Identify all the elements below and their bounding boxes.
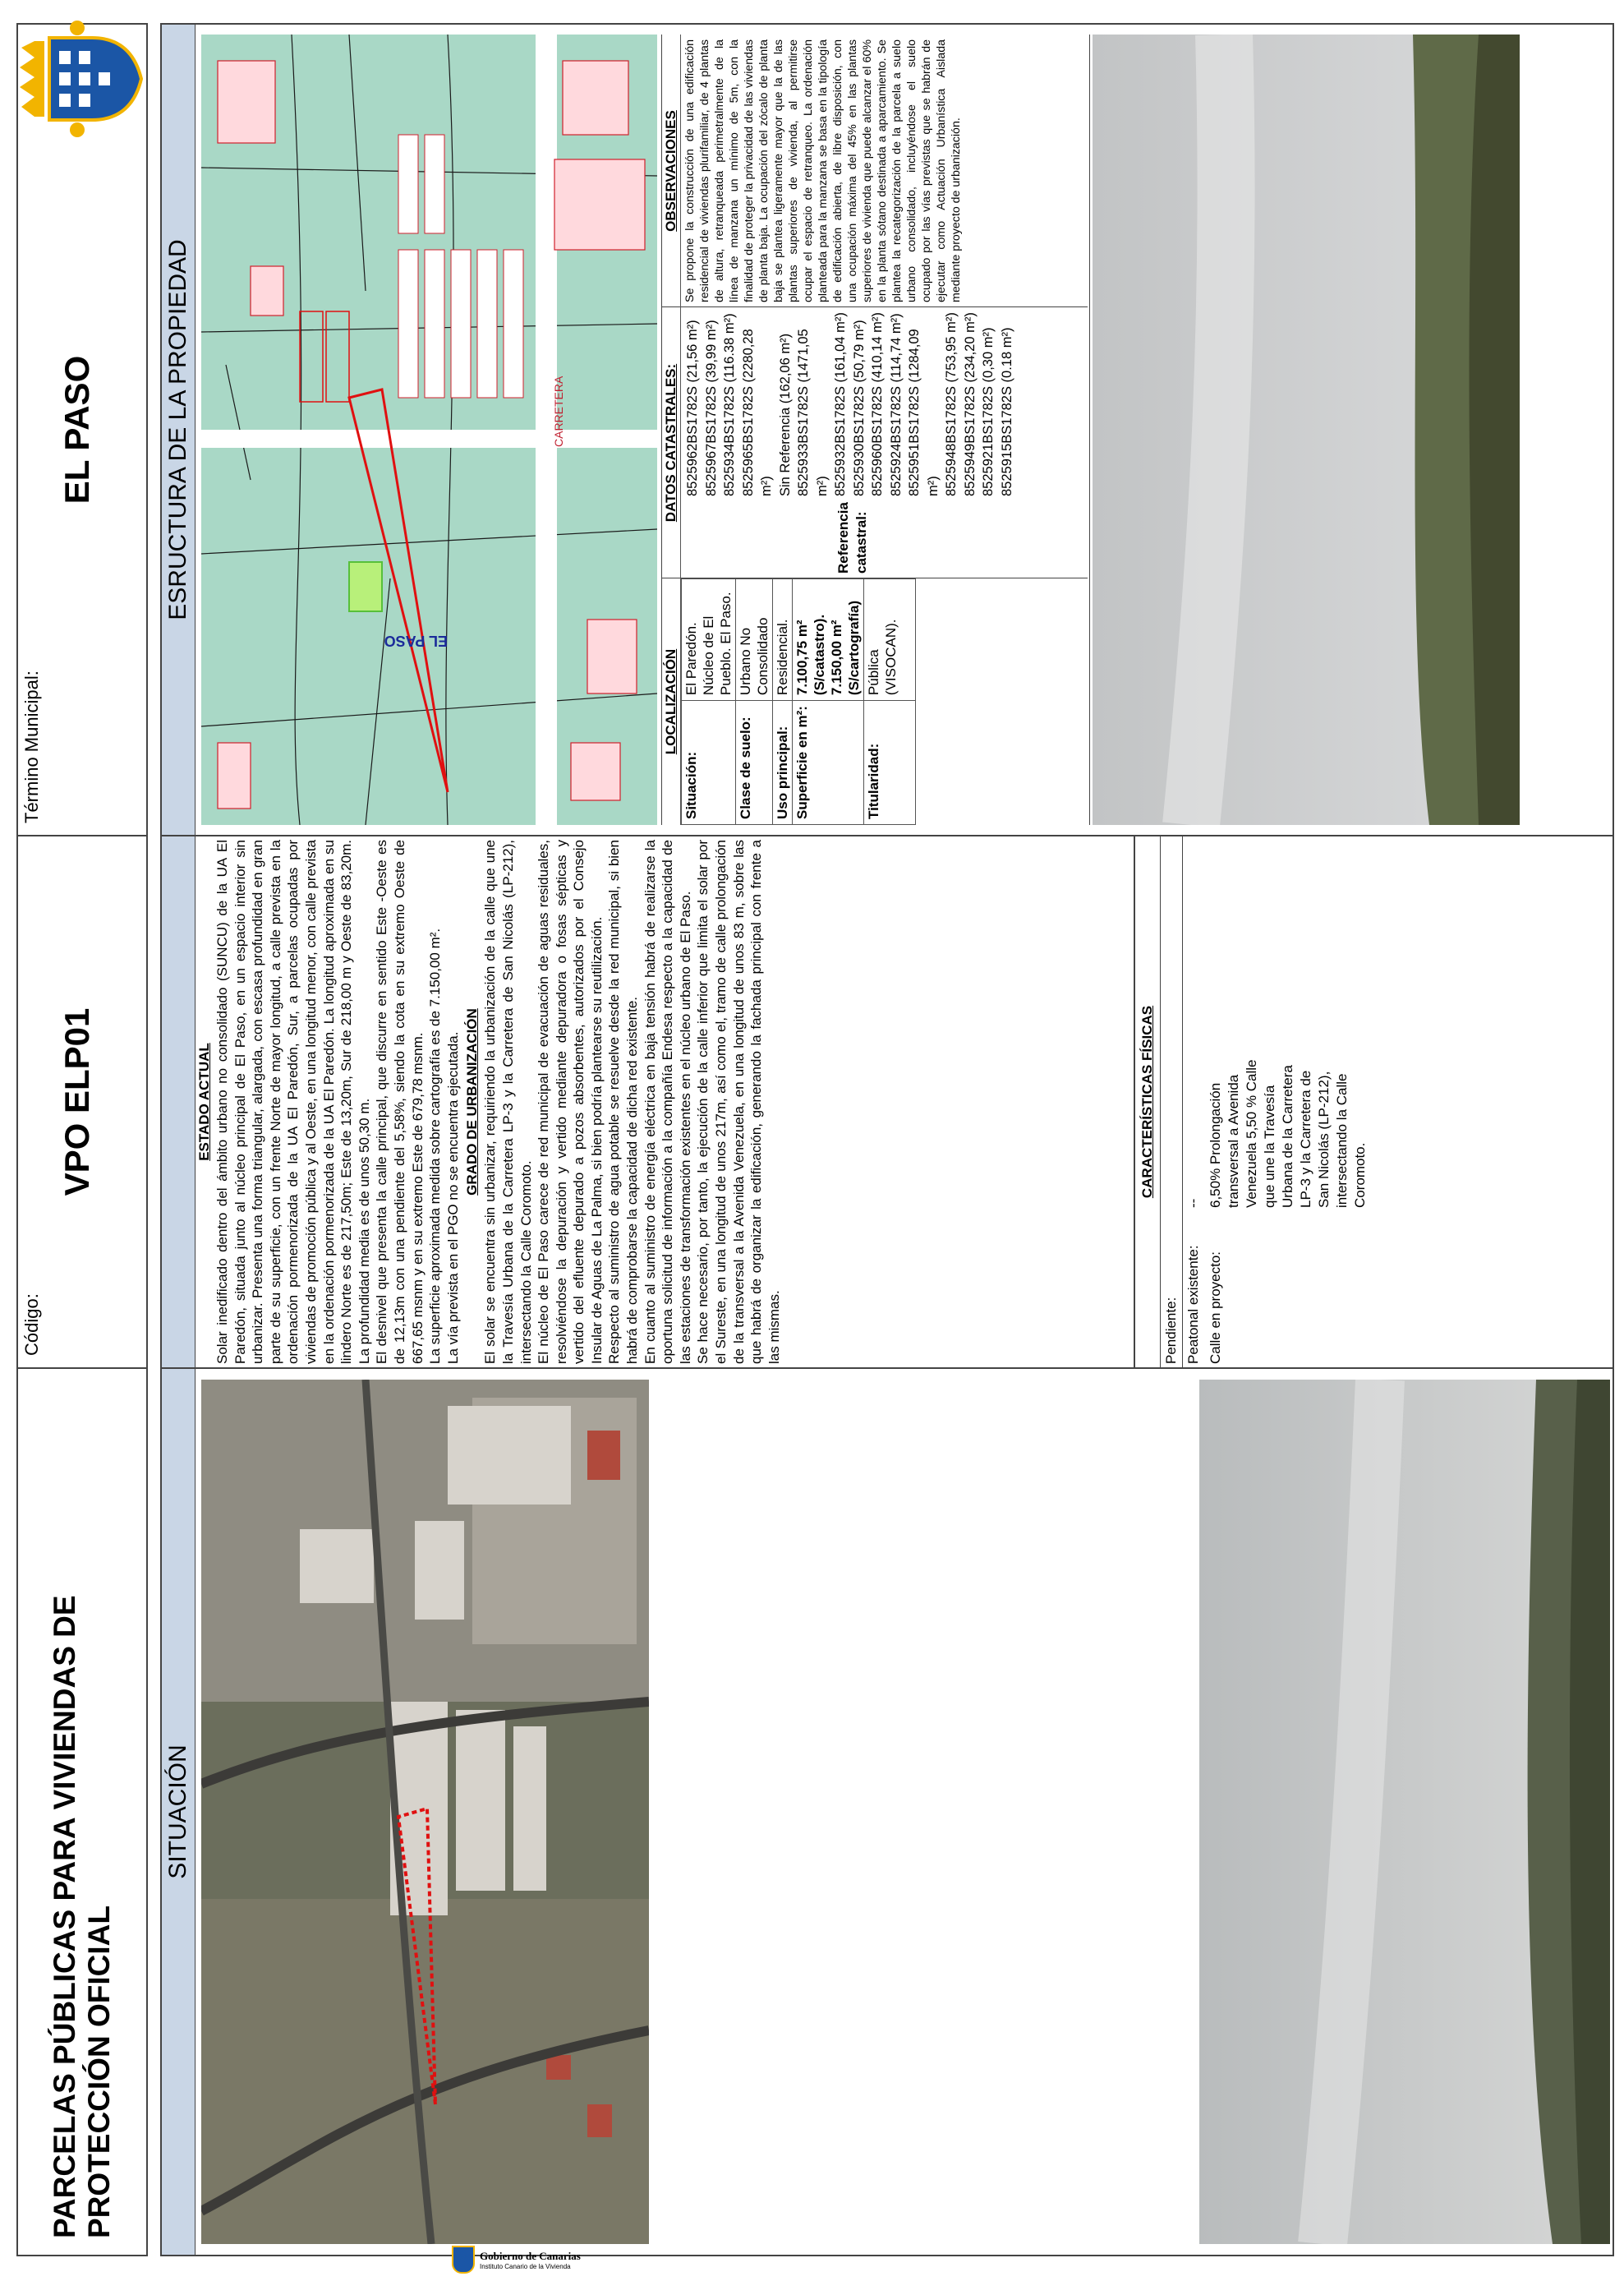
calle-value: 6,50% Prolongación transversal a Avenida Venezuela 5,50 % Calle que une la Travesía Urbana de la Carretera LP-3 y la Carretera de San Nicolás (LP-212), intersectando la Calle Coromoto. (1208, 1059, 1368, 1208)
catastro-ref: 8525915BS1782S (0.18 m²) (999, 327, 1014, 496)
catastro-col (662, 306, 1088, 578)
catastro-ref: 8525933BS1782S (1471,05 m²) (796, 329, 830, 496)
observaciones-text: Se propone la construcción de una edificación residencial de viviendas plurifamiliar, de 4 plantas de altura, retranqueada perimetralmente de la línea de manzana un mínimo de 5m, con la finalidad de proteger la privacidad de las viviendas de planta baja. La ocupación del zócalo de planta baja se plantea ligeramente mayor que la de las plantas superiores de vivienda, al permitirse ocupar el espacio de retranqueo. La ordenación planteada para la manzana se basa en la tipología de edificación abierta, de libre disposición, con una ocupación máxima del 45% en las plantas superiores de vivienda que puede alcanzar el 60% en la planta sótano destinada a aparcamiento. Se plantea la recategorización de la parcela a suelo urbano consolidado, incluyéndose el suelo ocupado por las vías previstas que se habrán de ejecutar como Actuación Urbanística Aislada mediante proyecto de urbanización. (683, 39, 963, 302)
titularidad-label: Titularidad: (864, 701, 916, 825)
peatonal-row (1183, 835, 1204, 1369)
superficie-label: Superficie en m²: (793, 701, 864, 825)
superficie-value-2: 7.150,00 m² (S/cartografía) (829, 600, 862, 696)
catastro-ref: 8525948BS1782S (753,95 m²) (944, 312, 959, 496)
caracteristicas-heading: CARACTERÍSTICAS FÍSICAS (1135, 835, 1161, 1369)
municipality-label: Término Municipal: (21, 670, 42, 823)
landscape-photo-right (1093, 35, 1520, 825)
map-place-label: EL PASO (384, 633, 448, 649)
grado-paragraph: En cuanto al suministro de energía eléctrica en baja tensión habrá de realizarse la oportuna solicitud de información a la compañía Endesa respecto a la capacidad de las estaciones de transformación existentes en el núcleo urbano de El Paso. (642, 840, 693, 1364)
grado-heading: GRADO DE URBANIZACIÓN (464, 1008, 481, 1196)
estado-actual-heading: ESTADO ACTUAL (196, 1043, 212, 1161)
pendiente-row (1161, 835, 1183, 1369)
catastro-ref: Sin Referencia (162,06 m²) (777, 333, 793, 496)
estado-paragraph: Solar inedificado dentro del ámbito urbano no consolidado (SUNCU) de la UA El Paredón, situada junto al núcleo principal de El Paso, en un espacio interior sin urbanizar. Presenta una forma triangular, alargada, con escasa profundidad en gran parte de su superficie, con un frente Norte de mayor longitud, a calle prevista en la ordenación pormenorizada de la UA El Paredón, Sur, a parcelas ocupadas por viviendas de promoción pública y al Oeste, en una longitud menor, con calle prevista en la ordenación pormenorizada de la UA El Paredón. La longitud aproximada en su lindero Norte es de 217,50m; Este de 13,20m, Sur de 218,00 m y Oeste de 83,20m. La profundidad media es de unos 50,30 m. (214, 840, 372, 1364)
municipality-value: EL PASO (58, 355, 96, 505)
peatonal-value: -- (1185, 1198, 1201, 1208)
clase-value: Urbano No Consolidado (736, 579, 773, 701)
catastro-ref: 8525934BS1782S (116.38 m²) (722, 313, 737, 496)
code-label: Código: (21, 1293, 42, 1356)
footer-shield-icon (452, 2246, 475, 2274)
situacion-label: Situación: (682, 701, 736, 825)
grado-paragraph: Respecto al suministro de agua potable se resuelve desde la red municipal, si bien habrá de comprobarse la capacidad de dicha red existente. (606, 840, 641, 1364)
catastro-ref: 8525960BS1782S (410,14 m²) (870, 312, 885, 496)
page-title: PARCELAS PÚBLICAS PARA VIVIENDAS DE PROTECCIÓN OFICIAL (48, 1595, 116, 2238)
catastro-ref: 8525949BS1782S (234,20 m²) (962, 312, 978, 496)
estado-header-bar (162, 836, 196, 1367)
footer-org-sub: Instituto Canario de la Vivienda (480, 2262, 571, 2270)
footer-logo (452, 2243, 616, 2276)
uso-label: Uso principal: (773, 701, 793, 825)
catastro-ref: 8525962BS1782S (21,56 m²) (685, 320, 700, 496)
calle-label: Calle en proyecto: (1208, 1251, 1223, 1364)
coat-of-arms-logo (16, 13, 148, 145)
header-municipality-box (16, 23, 148, 836)
aerial-photo (201, 1380, 649, 2244)
superficie-values (793, 579, 864, 701)
catastro-ref: 8525924BS1782S (114,74 m²) (888, 313, 904, 496)
footer-org-name: Gobierno de Canarias (480, 2249, 581, 2262)
datos-area (661, 35, 1090, 825)
grado-paragraph: El solar se encuentra sin urbanizar, requiriendo la urbanización de la calle que une la Travesía Urbana de la Carretera LP-3 y la Carretera de San Nicolás (LP-212), intersectando la Calle Coromoto. (482, 840, 534, 1364)
situacion-header: SITUACIÓN (162, 1369, 196, 2255)
catastro-ref: 8525967BS1782S (39,99 m²) (703, 320, 719, 496)
catastro-ref: 8525930BS1782S (50,79 m²) (851, 320, 867, 496)
catastro-list (683, 307, 1016, 496)
estado-paragraph: El desnivel que presenta la calle principal, que discurre en sentido Este -Oeste es de 12,13m con una pendiente del 5,58%, siendo la cota en su extremo Oeste de 667,65 msnm y en su extremo Este de 679,78 msnm. (374, 840, 426, 1364)
grado-paragraph: Se hace necesario, por tanto, la ejecución de la calle inferior que limita el solar por el Sureste, en una longitud de unos 217m, así como el, tramo de calle prolongación de la transversal a la Avenida Venezuela, en una longitud de unos 83 m, sobre las que habrá de organizar la edificación, generando la fachada principal con frente a las mismas. (695, 840, 782, 1364)
estado-paragraph: La superficie aproximada medida sobre cartografía es de 7.150,00 m². (427, 928, 444, 1364)
localizacion-table (681, 578, 916, 825)
situacion-value: El Paredón. Núcleo de El Pueblo. El Paso. (682, 579, 736, 701)
grado-paragraph: El núcleo de El Paso carece de red municipal de evacuación de aguas residuales, resolviéndose la depuración y vertido mediante depuradora o fosas sépticas y vertido del efluente depurado a pozos absorbentes, autorizados por el Consejo Insular de Aguas de La Palma, si bien podría plantearse su reutilización. (536, 840, 605, 1364)
pendiente-label: Pendiente: (1163, 1297, 1179, 1364)
footer-text (480, 2250, 581, 2270)
estado-actual-section (196, 840, 1099, 1364)
localizacion-heading: LOCALIZACIÓN (662, 578, 681, 825)
map-road-label: CARRETERA (552, 376, 565, 447)
catastro-ref: 8525965BS1782S (2280,28 m²) (740, 329, 774, 496)
catastro-ref: 8525932BS1782S (161,04 m²) (833, 312, 848, 496)
observaciones-col (662, 35, 1088, 307)
cadastral-map (201, 35, 657, 825)
catastro-ref: 8525921BS1782S (0,30 m²) (981, 327, 996, 496)
estructura-header: ESRUCTURA DE LA PROPIEDAD (162, 25, 196, 835)
catastro-label: Referencia catastral: (835, 502, 869, 574)
catastro-ref: 8525951BS1782S (1284,09 m²) (907, 329, 941, 496)
titularidad-value: Pública (VISOCAN). (864, 579, 916, 701)
localizacion-col (662, 578, 1088, 825)
caracteristicas-section (1134, 835, 1616, 1369)
clase-label: Clase de suelo: (736, 701, 773, 825)
header-title-box (16, 1367, 148, 2256)
peatonal-label: Peatonal existente: (1185, 1245, 1201, 1364)
observaciones-heading: OBSERVACIONES (662, 35, 681, 307)
code-value: VPO ELP01 (58, 1007, 96, 1196)
header-code-box (16, 835, 148, 1369)
calle-row (1204, 835, 1372, 1369)
uso-value: Residencial. (773, 579, 793, 701)
estado-paragraph: La vía prevista en el PGO no se encuentra ejecutada. (444, 1031, 461, 1364)
superficie-value-1: 7.100,75 m² (S/catastro). (794, 614, 827, 696)
catastro-heading: DATOS CATASTRALES: (662, 307, 681, 578)
landscape-photo-left (1199, 1380, 1610, 2244)
